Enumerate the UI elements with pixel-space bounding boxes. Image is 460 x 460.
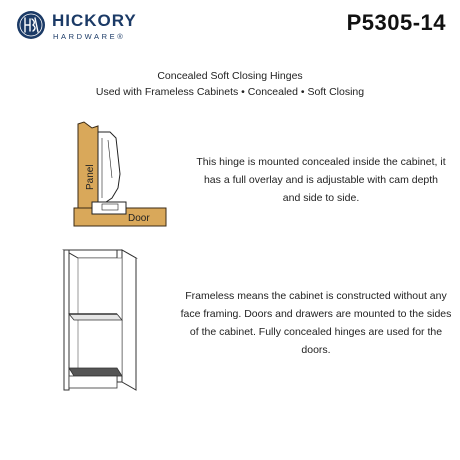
brand-subtitle: HARDWARE® bbox=[53, 32, 126, 41]
door-label: Door bbox=[128, 213, 150, 224]
hinge-diagram bbox=[62, 118, 182, 230]
product-subtitle: Used with Frameless Cabinets • Concealed • Soft Closing bbox=[95, 86, 365, 98]
product-sku: P5305-14 bbox=[346, 10, 446, 35]
hinge-description: This hinge is mounted concealed inside the cabinet, it has a full overlay and is adjustable with cam depth and side to side. bbox=[196, 156, 446, 204]
brand-name: HICKORY bbox=[52, 11, 137, 30]
product-title: Concealed Soft Closing Hinges bbox=[157, 70, 303, 82]
hinge-arm bbox=[98, 132, 120, 202]
panel-label: Panel bbox=[85, 164, 96, 190]
frameless-description: Frameless means the cabinet is constructed without any face framing. Doors and drawers are mounted to the sides of the cabinet. Fully concealed hinges are used for the doors. bbox=[180, 290, 452, 356]
frameless-cabinet-diagram bbox=[58, 244, 148, 396]
brand-logo bbox=[16, 10, 136, 46]
hickory-logo-icon bbox=[16, 10, 46, 40]
